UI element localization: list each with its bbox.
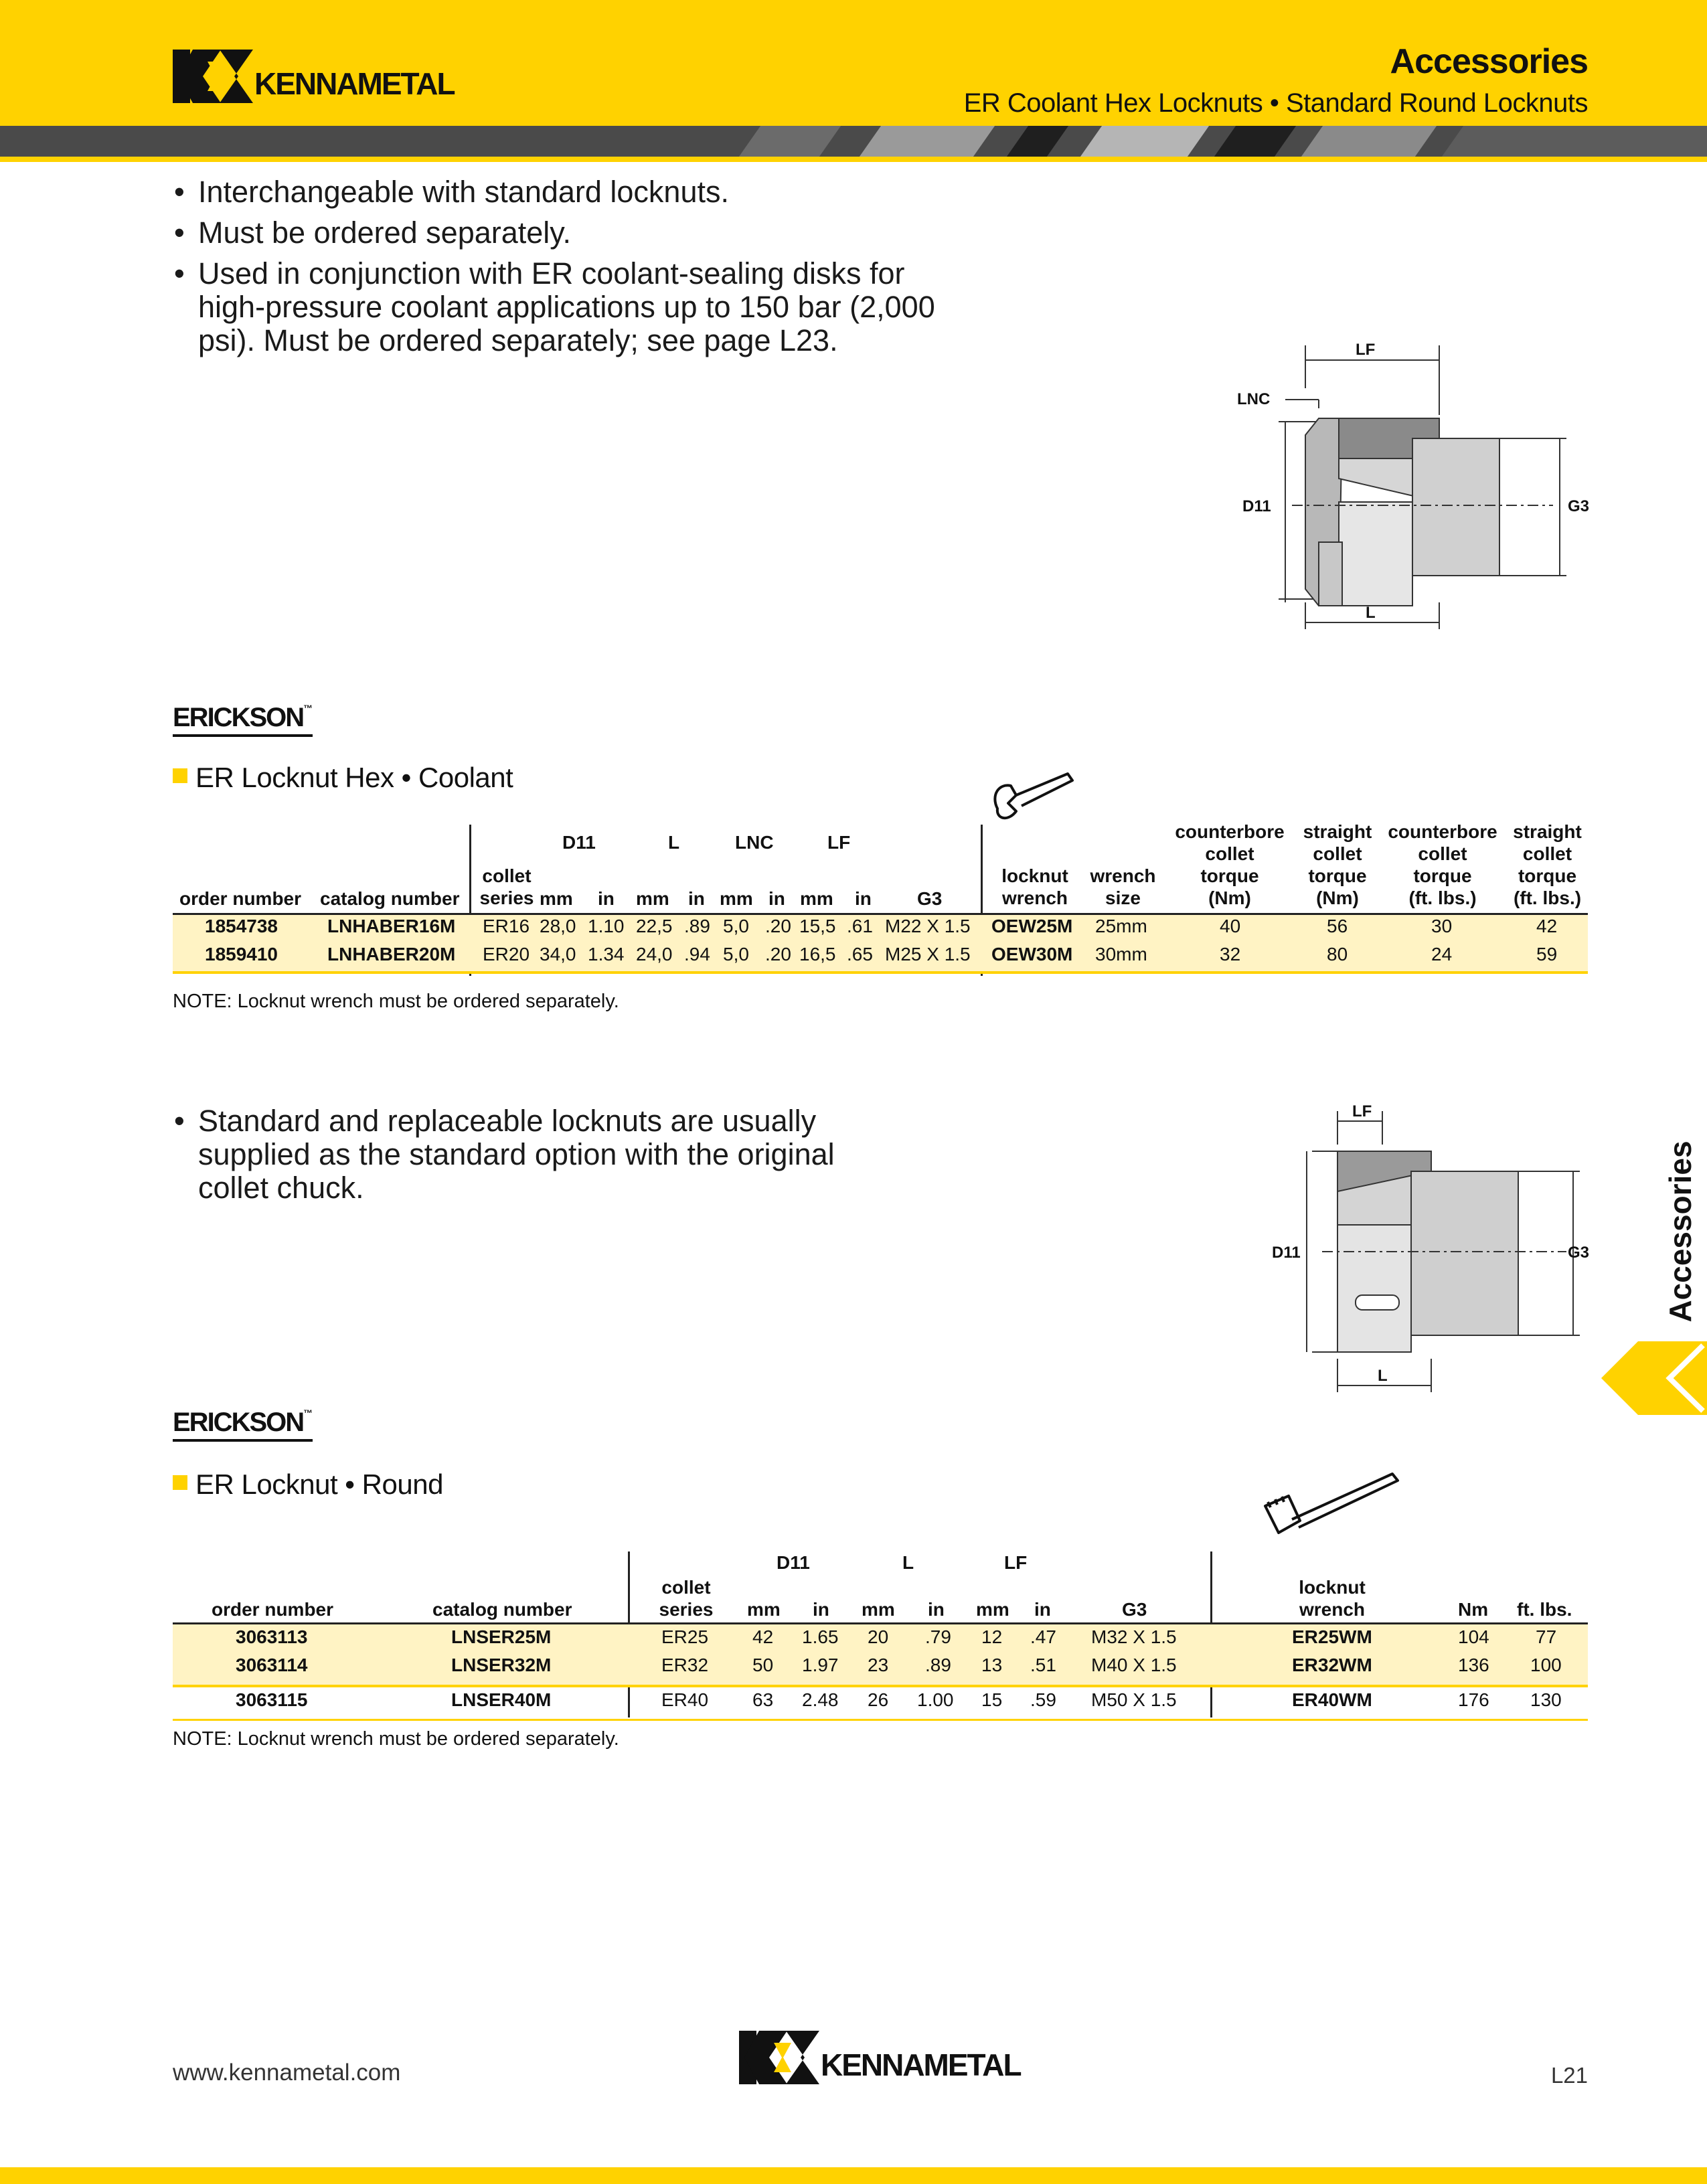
col-l-mm: mm	[862, 1599, 895, 1620]
cell-catalog-number: LNSER32M	[451, 1655, 552, 1675]
cell-lnc-mm: 5,0	[723, 916, 749, 936]
footer-logo	[739, 2031, 1020, 2084]
round-bullet: • Standard and replaceable locknuts are usually supplied as the standard option with the original collet chuck.	[173, 1104, 876, 1205]
col-lnc-in: in	[768, 888, 785, 909]
kennametal-k-icon	[173, 50, 253, 103]
cell-l-in: .79	[925, 1626, 951, 1647]
cell-g3: M25 X 1.5	[885, 944, 971, 964]
cell-d11-in: 2.48	[802, 1689, 839, 1710]
cell-g3: M22 X 1.5	[885, 916, 971, 936]
cell-d11-in: 1.10	[588, 916, 625, 936]
cell-cb-torque-ft: 24	[1431, 944, 1453, 964]
cell-cb-torque-nm: 40	[1220, 916, 1241, 936]
col-group-l: L	[902, 1552, 914, 1573]
hook-wrench-icon	[1252, 1466, 1406, 1553]
cell-ft-lbs: 77	[1536, 1626, 1557, 1647]
cell-lf-in: .61	[847, 916, 873, 936]
col-st-torque-nm: straight collet torque (Nm)	[1303, 821, 1372, 908]
header-accent-line	[0, 157, 1707, 162]
section-title-round: ER Locknut • Round	[173, 1468, 443, 1501]
col-lf-mm: mm	[976, 1599, 1009, 1620]
hex-locknut-drawing	[1218, 335, 1593, 643]
cell-g3: M32 X 1.5	[1091, 1626, 1177, 1647]
col-group-lf: LF	[827, 832, 851, 853]
cell-lf-mm: 15	[981, 1689, 1003, 1710]
col-g3: G3	[917, 888, 943, 909]
cell-lf-mm: 13	[981, 1655, 1003, 1675]
cell-order-number: 3063113	[236, 1626, 308, 1647]
col-ft-lbs: ft. lbs.	[1517, 1599, 1572, 1620]
intro-bullet-list	[173, 175, 976, 365]
col-wrench-size: wrench size	[1090, 865, 1156, 908]
col-lf-in: in	[855, 888, 872, 909]
col-d11-in: in	[598, 888, 615, 909]
col-collet-series: collet series	[659, 1577, 714, 1620]
brand-name: KENNAMETAL	[821, 2047, 1021, 2082]
yellow-square-icon	[173, 1475, 187, 1490]
cell-d11-in: 1.97	[802, 1655, 839, 1675]
cell-st-torque-ft: 59	[1536, 944, 1558, 964]
col-l-mm: mm	[636, 888, 669, 909]
cell-ft-lbs: 130	[1530, 1689, 1562, 1710]
cell-d11-mm: 63	[752, 1689, 774, 1710]
erickson-logo: ERICKSON™	[173, 1408, 313, 1438]
label-l: L	[1378, 1367, 1388, 1385]
cell-collet-series: ER40	[661, 1689, 709, 1710]
cell-d11-in: 1.34	[588, 944, 625, 964]
cell-nm: 136	[1458, 1655, 1489, 1675]
chevron-left-icon	[1601, 1341, 1707, 1415]
cell-lf-mm: 15,5	[799, 916, 836, 936]
cell-nm: 104	[1458, 1626, 1489, 1647]
cell-locknut-wrench: ER25WM	[1292, 1626, 1372, 1647]
cell-d11-mm: 34,0	[540, 944, 576, 964]
row-rule	[173, 1685, 1588, 1687]
col-st-torque-ft: straight collet torque (ft. lbs.)	[1513, 821, 1582, 908]
table-note: NOTE: Locknut wrench must be ordered separately.	[173, 991, 619, 1012]
kennametal-k-icon	[739, 2031, 819, 2084]
cell-catalog-number: LNHABER20M	[327, 944, 456, 964]
round-locknut-drawing	[1258, 1098, 1620, 1392]
cell-lf-in: .65	[847, 944, 873, 964]
yellow-square-icon	[173, 768, 187, 783]
col-l-in: in	[928, 1599, 945, 1620]
cell-catalog-number: LNSER25M	[451, 1626, 552, 1647]
col-order-number: order number	[179, 888, 302, 909]
cell-d11-in: 1.65	[802, 1626, 839, 1647]
col-cb-torque-ft: counterbore collet torque (ft. lbs.)	[1388, 821, 1497, 908]
header-stripe	[0, 126, 1707, 157]
page-number: L21	[1550, 2063, 1588, 2088]
label-lf: LF	[1352, 1102, 1372, 1120]
side-tab-label: Accessories	[1663, 1141, 1698, 1323]
cell-nm: 176	[1458, 1689, 1489, 1710]
cell-lf-in: .59	[1030, 1689, 1056, 1710]
col-lnc-mm: mm	[720, 888, 753, 909]
label-l: L	[1366, 604, 1376, 622]
cell-lf-mm: 12	[981, 1626, 1003, 1647]
cell-lf-in: .51	[1030, 1655, 1056, 1675]
footer-bar	[0, 2167, 1707, 2184]
row-rule	[173, 971, 1588, 974]
round-bullet-list	[173, 1104, 876, 1212]
cell-catalog-number: LNHABER16M	[327, 916, 456, 936]
col-d11-mm: mm	[540, 888, 573, 909]
intro-bullet: • Must be ordered separately.	[173, 216, 976, 250]
cell-l-mm: 26	[868, 1689, 889, 1710]
col-collet-series: collet series	[479, 865, 534, 908]
cell-lnc-in: .20	[765, 944, 791, 964]
cell-d11-mm: 28,0	[540, 916, 576, 936]
brand-name: KENNAMETAL	[254, 66, 455, 101]
cell-cb-torque-ft: 30	[1431, 916, 1453, 936]
col-lf-mm: mm	[800, 888, 833, 909]
col-nm: Nm	[1458, 1599, 1489, 1620]
label-d11: D11	[1242, 497, 1271, 515]
col-lf-in: in	[1034, 1599, 1051, 1620]
cell-st-torque-nm: 56	[1327, 916, 1348, 936]
label-lnc: LNC	[1237, 390, 1271, 408]
cell-l-in: .94	[684, 944, 710, 964]
col-g3: G3	[1122, 1599, 1147, 1620]
col-locknut-wrench: locknut wrench	[1001, 865, 1068, 908]
cell-lnc-in: .20	[765, 916, 791, 936]
cell-lf-mm: 16,5	[799, 944, 836, 964]
cell-order-number: 1859410	[205, 944, 278, 964]
intro-bullet: • Interchangeable with standard locknuts.	[173, 175, 976, 209]
label-g3: G3	[1568, 497, 1590, 515]
cell-l-mm: 20	[868, 1626, 889, 1647]
cell-collet-series: ER20	[483, 944, 530, 964]
cell-g3: M50 X 1.5	[1091, 1689, 1177, 1710]
cell-locknut-wrench: ER40WM	[1292, 1689, 1372, 1710]
col-l-in: in	[688, 888, 705, 909]
col-d11-mm: mm	[747, 1599, 781, 1620]
cell-d11-mm: 50	[752, 1655, 774, 1675]
cell-l-mm: 23	[868, 1655, 889, 1675]
col-order-number: order number	[212, 1599, 334, 1620]
label-lf: LF	[1356, 341, 1376, 359]
col-catalog-number: catalog number	[432, 1599, 572, 1620]
cell-d11-mm: 42	[752, 1626, 774, 1647]
header-logo	[173, 50, 454, 103]
col-cb-torque-nm: counterbore collet torque (Nm)	[1175, 821, 1285, 908]
cell-order-number: 1854738	[205, 916, 278, 936]
cell-collet-series: ER25	[661, 1626, 709, 1647]
cell-ft-lbs: 100	[1530, 1655, 1562, 1675]
col-group-d11: D11	[777, 1552, 810, 1573]
cell-collet-series: ER16	[483, 916, 530, 936]
erickson-logo: ERICKSON™	[173, 703, 313, 733]
col-group-l: L	[668, 832, 680, 853]
cell-lf-in: .47	[1030, 1626, 1056, 1647]
footer-url[interactable]: www.kennametal.com	[173, 2060, 401, 2086]
row-rule	[173, 1719, 1588, 1721]
cell-g3: M40 X 1.5	[1091, 1655, 1177, 1675]
cell-catalog-number: LNSER40M	[451, 1689, 552, 1710]
page-title: Accessories	[1390, 42, 1588, 81]
cell-collet-series: ER32	[661, 1655, 709, 1675]
table-note: NOTE: Locknut wrench must be ordered separately.	[173, 1728, 619, 1750]
cell-order-number: 3063115	[236, 1689, 308, 1710]
wrench-icon	[984, 768, 1078, 842]
cell-lnc-mm: 5,0	[723, 944, 749, 964]
col-catalog-number: catalog number	[320, 888, 460, 909]
cell-wrench-size: 30mm	[1095, 944, 1147, 964]
cell-locknut-wrench: ER32WM	[1292, 1655, 1372, 1675]
cell-order-number: 3063114	[236, 1655, 308, 1675]
label-d11: D11	[1272, 1244, 1301, 1262]
section-title-hex: ER Locknut Hex • Coolant	[173, 762, 513, 794]
cell-st-torque-ft: 42	[1536, 916, 1558, 936]
cell-st-torque-nm: 80	[1327, 944, 1348, 964]
col-group-d11: D11	[562, 832, 596, 853]
cell-l-in: .89	[925, 1655, 951, 1675]
cell-locknut-wrench: OEW30M	[991, 944, 1073, 964]
cell-l-mm: 22,5	[636, 916, 673, 936]
page-subtitle: ER Coolant Hex Locknuts • Standard Round Locknuts	[963, 88, 1588, 118]
cell-l-in: .89	[684, 916, 710, 936]
label-g3: G3	[1568, 1244, 1590, 1262]
col-d11-in: in	[813, 1599, 829, 1620]
cell-locknut-wrench: OEW25M	[991, 916, 1073, 936]
intro-bullet: • Used in conjunction with ER coolant-sealing disks for high-pressure coolant applications up to 150 bar (2,000 psi). Must be ordered separately; see page L23.	[173, 257, 961, 357]
col-group-lnc: LNC	[735, 832, 774, 853]
col-group-lf: LF	[1004, 1552, 1028, 1573]
cell-l-mm: 24,0	[636, 944, 673, 964]
cell-cb-torque-nm: 32	[1220, 944, 1241, 964]
cell-wrench-size: 25mm	[1095, 916, 1147, 936]
col-locknut-wrench: locknut wrench	[1299, 1577, 1366, 1620]
cell-l-in: 1.00	[917, 1689, 954, 1710]
